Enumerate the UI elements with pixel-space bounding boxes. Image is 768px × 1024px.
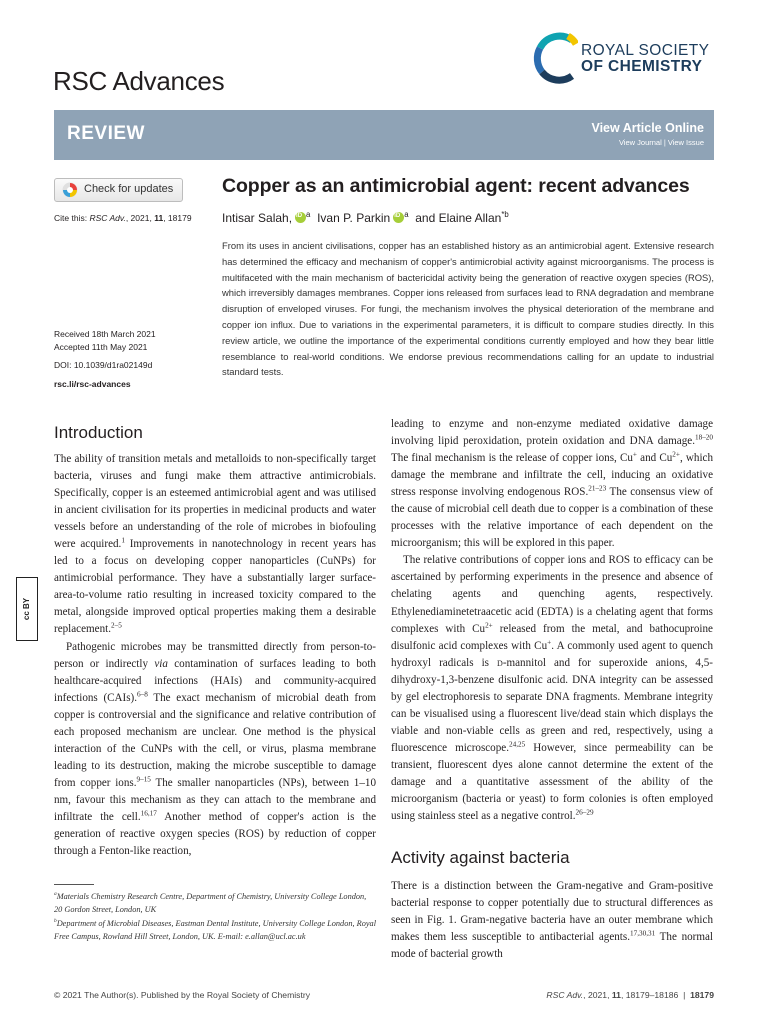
paragraph: The ability of transition metals and metalloids to non-specifically target bacteria, viruses and fungi make them attractive antimicrobials. Specifically, copper is an esteemed antimicrobial agent and was utilised in ancient civilisation for its properties in medicinal products and water vessels before an understanding of the role of microbes in biofouling were acquired.$^1$ Improvements in nanotechnology in recent years has led to a focus on developing copper nanoparticles (CuNPs) for antimicrobial performance. They have a substantially larger surface-area-to-volume ratio resulting in increased toxicity compared to the metal, alongside improved optical properties making them a desirable replacement.$^{2-5}$	[54, 453, 377, 636]
crossmark-icon	[62, 182, 78, 198]
check-for-updates-label: Check for updates	[84, 183, 174, 195]
doi[interactable]: DOI: 10.1039/d1ra02149d	[54, 360, 153, 370]
cite-journal: RSC Adv.	[89, 213, 126, 223]
view-journal-issue-links[interactable]: View Journal | View Issue	[618, 138, 704, 147]
license-label: cc BY	[22, 597, 31, 621]
author-1[interactable]: Intisar Salah,	[222, 211, 293, 225]
received-date: Received 18th March 2021	[54, 329, 156, 339]
paragraph: There is a distinction between the Gram-negative and Gram-positive bacterial response to copper potentially due to structural differences as seen in Fig. 1. Gram-negative bacteria have an outer membrane which makes them less susceptible to antibacterial agents.$^{17,30,31}$ The normal mode of bacterial growth	[391, 880, 713, 961]
publisher-line-2: OF CHEMISTRY	[581, 58, 703, 75]
section-heading-bacteria: Activity against bacteria	[391, 848, 570, 867]
author-2[interactable]: Ivan P. Parkin	[317, 211, 391, 225]
cc-by-license-icon[interactable]	[16, 577, 38, 641]
cite-pages: , 18179	[163, 213, 192, 223]
article-type-banner	[54, 110, 714, 160]
body-column-right-continued	[391, 878, 713, 963]
rsc-logo-icon	[532, 32, 578, 84]
author-list: Intisar Salah,iD $^a$ Ivan P. ParkiniD $^a$ and Elaine Allan$^{*b}$	[222, 211, 509, 225]
page-number: 18179	[690, 990, 714, 1000]
section-heading-introduction: Introduction	[54, 423, 143, 442]
abstract: From its uses in ancient civilisations, copper has an established history as an antimicrobial agent. Extensive research has determined the efficacy and mechanism of copper's antimicrobial activity against microorganisms. The process is multifaceted with the main mechanism of bactericidal activity being the generation of reactive oxygen species (ROS), which irreversibly damages membranes. Copper ions released from surfaces lead to RNA degradation and membrane disruption of enveloped viruses. For fungi, the mechanism involves the physical deterioration of the membrane and copper ion influx. Due to variations in the experimental parameters, it is difficult to compare studies directly. In this review article, we outline the importance of the experimental conditions currently employed and how they bear little resemblance to real-world conditions. We endorse previous recommendations calling for an update to industrial standard tests.	[222, 240, 714, 378]
rsc-logo	[532, 30, 722, 90]
footnote-b: $^b$Department of Microbial Diseases, Eastman Dental Institute, University College London, Royal Free Campus, Rowland Hill Street, London, UK. E-mail: e.allan@ucl.ac.uk	[54, 918, 376, 941]
cite-volume: 11	[154, 213, 164, 223]
article-meta	[54, 328, 156, 390]
article-title: Copper as an antimicrobial agent: recent advances	[222, 175, 690, 197]
footer-citation: RSC Adv., 2021, 11, 18179–18186 | 18179	[546, 990, 714, 1000]
cite-year: , 2021,	[125, 213, 155, 223]
footnote-a: $^a$Materials Chemistry Research Centre, Department of Chemistry, University College London, 20 Gordon Street, London, UK	[54, 891, 367, 914]
citation	[54, 213, 192, 223]
orcid-icon[interactable]	[393, 212, 404, 223]
footnote-divider	[54, 884, 94, 885]
cite-prefix: Cite this:	[54, 213, 88, 223]
journal-title: RSC Advances	[53, 66, 225, 96]
accepted-date: Accepted 11th May 2021	[54, 341, 148, 352]
publisher-line-1: ROYAL SOCIETY	[581, 42, 710, 59]
paragraph: Pathogenic microbes may be transmitted directly from person-to-person or indirectly via contamination of surfaces leading to both healthcare-acquired infections (HAIs) and community-acquired infections (CAIs).$^{6-8}$ The exact mechanism of microbial death from copper is controversial and the significance and relative contribution of each proposed mechanism are unclear. One method is the physical interaction of the CuNPs with the cell, or virus, plasma membrane leading to its destruction, making the microbe susceptible to damage from copper ions.$^{9-15}$ The smaller nanoparticles (NPs), between 1–10 nm, favour this mechanism as they can attach to the membrane and infiltrate the cell.$^{16,17}$ Another method of copper's action is the generation of reactive oxygen species (ROS) by reduction of copper through a Fenton-like reaction,	[54, 640, 376, 858]
body-column-left	[54, 451, 376, 860]
check-for-updates-button[interactable]	[54, 178, 183, 202]
paragraph: leading to enzyme and non-enzyme mediated oxidative damage involving lipid peroxidation, protein oxidation and DNA damage.$^{18-20}$ The final mechanism is the release of copper ions, Cu+ and $Cu^{2+}$, which damage the membrane and infiltrate the cell, inducing an oxidative stress response involving endogenous ROS.$^{21-23}$ The consensus view of the cause of microbial cell death due to copper is a combination of these processes with the relative importance of each dependent on the microorganism; this will be explored in this paper.	[391, 418, 713, 550]
view-article-online-link[interactable]: View Article Online	[591, 121, 704, 135]
article-type: REVIEW	[67, 123, 145, 144]
journal-url[interactable]: rsc.li/rsc-advances	[54, 378, 131, 389]
body-column-right	[391, 416, 713, 825]
author-3[interactable]: and Elaine Allan	[415, 211, 502, 225]
paragraph: The relative contributions of copper ions and ROS to efficacy can be ascertained by performing experiments in the presence and absence of chelating agents and quenching agents, respectively. Ethylenediaminetetraacetic acid (EDTA) is a chelating agent that forms complexes with $Cu^{2+}$ released from the metal, and bathocuproine disulfonic acid complexes with Cu+. A commonly used agent to quench hydroxyl radicals is d-mannitol and for superoxide anions, 4,5-dihydroxy-1,3-benzene disulfonic acid. DNA integrity can be assessed by gel electrophoresis to separate DNA fragments. Membrane integrity can be visualised using a fluorescent live/dead stain which displays the viable and non-viable cells as green and red, respectively, using a fluorescence microscope.$^{24,25}$ However, since permeability can be transient, fluorescent dyes alone cannot determine the extent of the damage and a quantitative assessment of the ability of the microorganism (bacteria or yeast) to form colonies is often employed using stainless steel as a negative control.$^{26-29}$	[391, 554, 713, 823]
footer-copyright: © 2021 The Author(s). Published by the Royal Society of Chemistry	[54, 990, 310, 1000]
orcid-icon[interactable]	[295, 212, 306, 223]
